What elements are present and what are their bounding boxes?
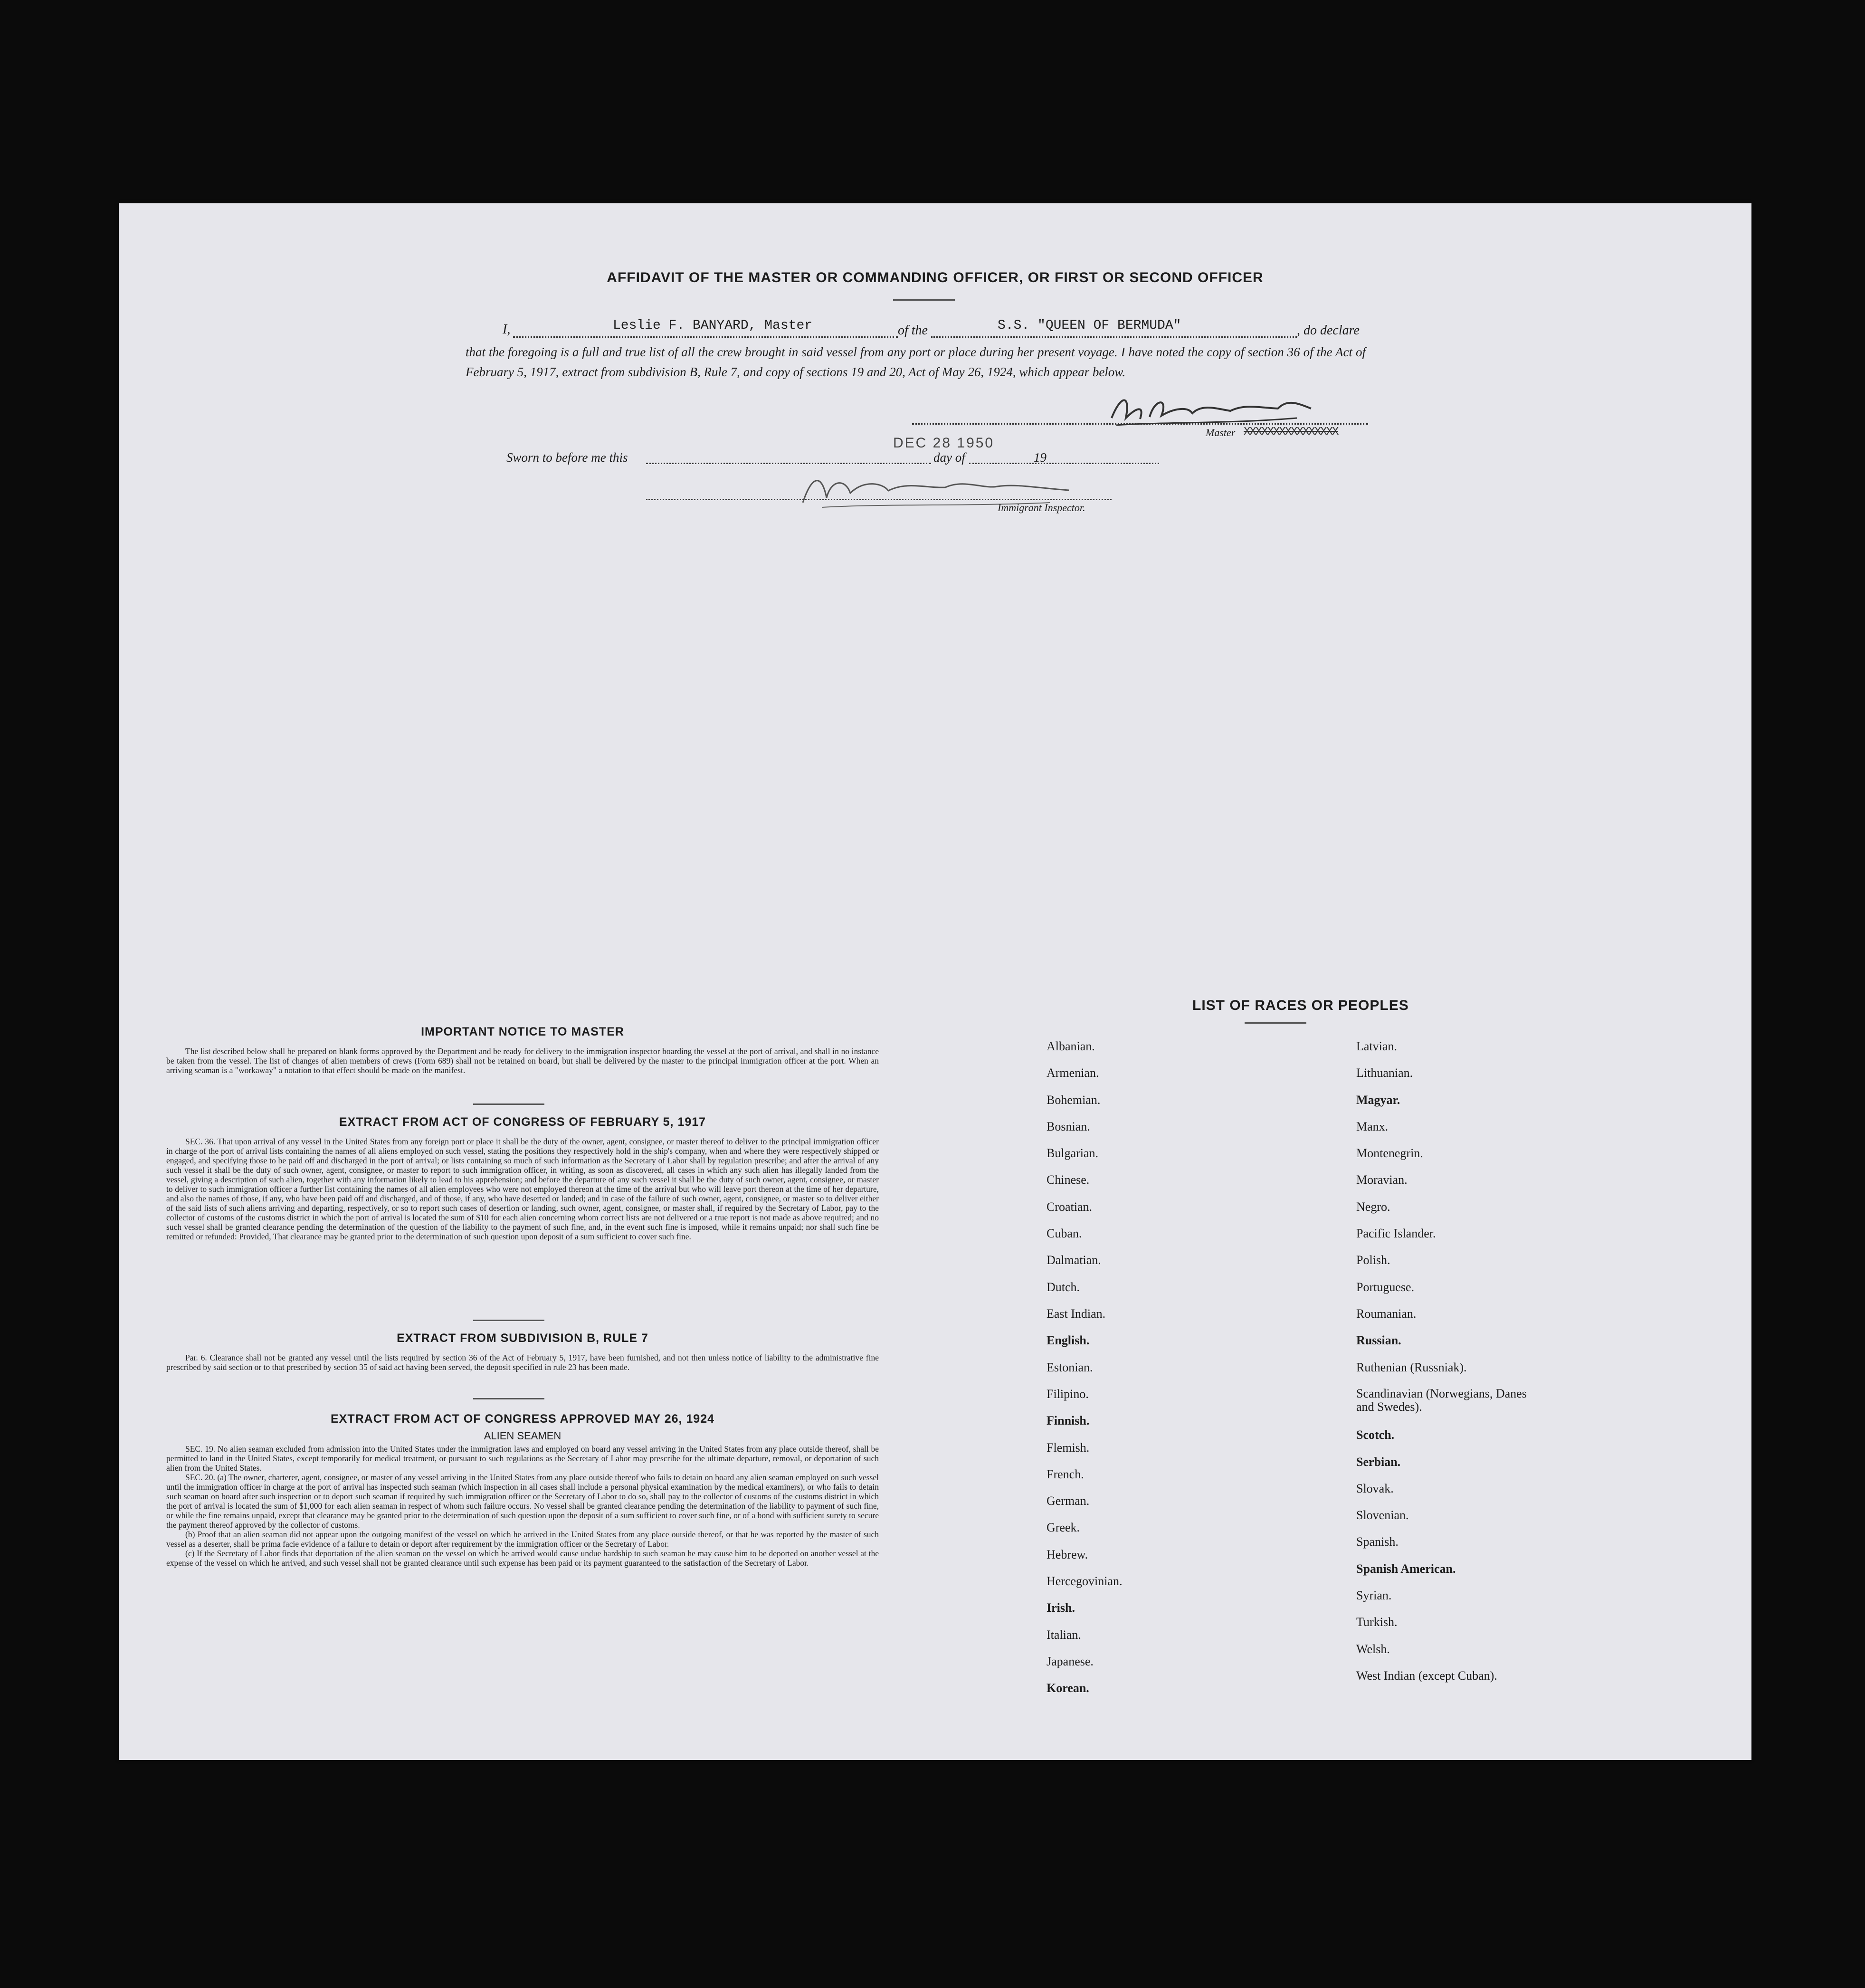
race-item: Latvian. (1356, 1039, 1397, 1053)
race-item: Bosnian. (1047, 1120, 1090, 1133)
race-item: Korean. (1047, 1681, 1089, 1695)
race-item: Turkish. (1356, 1615, 1398, 1629)
date-stamp: DEC 28 1950 (893, 435, 995, 451)
race-item: Slovenian. (1356, 1508, 1409, 1522)
race-item: Dutch. (1047, 1280, 1080, 1294)
race-item: Croatian. (1047, 1200, 1093, 1214)
race-item: Italian. (1047, 1628, 1081, 1642)
vessel-name: S.S. "QUEEN OF BERMUDA" (998, 318, 1181, 333)
race-item: Spanish. (1356, 1535, 1399, 1549)
race-item: Flemish. (1047, 1441, 1090, 1455)
name-line (513, 336, 898, 338)
race-item: Cuban. (1047, 1227, 1082, 1240)
manifest-page (119, 203, 1751, 1760)
section-20b-paragraph: (b) Proof that an alien seaman did not appear upon the outgoing manifest of the vessel on which he arrived in the United States from any place outside thereof, or that he was reported by the master of such vessel as a deserter, shall be prima facie evidence of a failure to detain or deport after requirement by the immigration officer or the Secretary of Labor. (166, 1530, 879, 1549)
extract-rule7-text (166, 1353, 879, 1372)
divider (473, 1398, 544, 1399)
divider (473, 1103, 544, 1105)
section-20a-paragraph: SEC. 20. (a) The owner, charterer, agent, consignee, or master of any vessel arriving in the United States from any place outside thereof who fails to detain on board any alien seaman employed on such vessel until the immigration officer in charge at the port of arrival has inspected such seaman (which inspection in all cases shall include a personal physical examination by the medical examiners), or who fails to detain such seaman on board after such inspection or to deport such seaman if required by such immigration officer or the Secretary of Labor to do so, shall pay to the collector of customs of the customs district in which the port of arrival is located the sum of $1,000 for each alien seaman in respect of whom such failure occurs. No vessel shall be granted clearance pending the determination of the liability to payment of such fine, or while the fine remains unpaid, except that clearance may be granted prior to the determination of such question upon the deposit of a sum sufficient to cover such fine, or of a bond with sufficient surety to secure the payment thereof approved by the collector of customs. (166, 1473, 879, 1530)
race-item: Syrian. (1356, 1588, 1392, 1602)
race-item: Chinese. (1047, 1173, 1090, 1187)
affidavit-title: AFFIDAVIT OF THE MASTER OR COMMANDING OFFICER, OR FIRST OR SECOND OFFICER (607, 270, 1264, 285)
race-item: Bulgarian. (1047, 1146, 1099, 1160)
race-item: Greek. (1047, 1521, 1080, 1534)
notice-title: IMPORTANT NOTICE TO MASTER (421, 1025, 624, 1038)
race-item: Bohemian. (1047, 1093, 1101, 1107)
race-item: Scotch. (1356, 1428, 1395, 1442)
race-item: Irish. (1047, 1601, 1075, 1615)
race-item: Pacific Islander. (1356, 1227, 1436, 1240)
race-item: Montenegrin. (1356, 1146, 1423, 1160)
race-item: German. (1047, 1494, 1090, 1508)
race-item: Russian. (1356, 1333, 1401, 1347)
sworn-label: Sworn to before me this (506, 450, 628, 465)
struck-title: XXXXXXXXXXXXXXXX (1244, 426, 1338, 438)
date-line (969, 463, 1159, 464)
section-20c-paragraph: (c) If the Secretary of Labor finds that deportation of the alien seaman on the vessel on which he arrived would cause undue hardship to such seaman he may cause him to be deported on another vessel at the expense of the vessel on which he arrived, and such vessel shall not be granted clearance until such expense has been paid or its payment guaranteed to the satisfaction of the Secretary of Labor. (166, 1549, 879, 1568)
year-prefix: 19 (1034, 450, 1047, 465)
race-item: Magyar. (1356, 1093, 1400, 1107)
race-item: Scandinavian (Norwegians, Danes and Swedes). (1356, 1387, 1527, 1414)
race-item: Japanese. (1047, 1655, 1094, 1668)
vessel-line (931, 336, 1297, 338)
race-item: Finnish. (1047, 1414, 1090, 1427)
race-item: Filipino. (1047, 1387, 1089, 1401)
day-of-label: day of (933, 450, 965, 465)
notice-text (166, 1046, 879, 1075)
race-item: Spanish American. (1356, 1562, 1456, 1576)
race-item: Hebrew. (1047, 1548, 1088, 1561)
rule7-paragraph: Par. 6. Clearance shall not be granted any vessel until the lists required by section 36 of the Act of February 5, 1917, have been furnished, and not then unless notice of liability to the administrative fine prescribed by said section or to that prescribed by section 35 of said act having been served, the deposit specified in rule 23 has been made. (166, 1353, 879, 1372)
race-item: Manx. (1356, 1120, 1389, 1133)
extract-1917-title: EXTRACT FROM ACT OF CONGRESS OF FEBRUARY 5, 1917 (339, 1115, 706, 1129)
inspector-line (646, 499, 1112, 500)
race-item: Dalmatian. (1047, 1253, 1101, 1267)
master-name: Leslie F. BANYARD, Master (613, 318, 813, 333)
notice-paragraph: The list described below shall be prepared on blank forms approved by the Department and be ready for delivery to the immigration inspector boarding the vessel at the port of arrival, and shall in no instance be taken from the vessel. The list of changes of alien members of crews (Form 689) shall not be retained on board, but shall be delivered by the master to the principal immigration officer at the port. When an arriving seaman is a "workaway" a notation to that effect should be made on the manifest. (166, 1046, 879, 1075)
of-the-label: of the (898, 323, 928, 338)
race-item: East Indian. (1047, 1307, 1106, 1321)
affidavit-prefix: I, (503, 322, 511, 337)
races-underline (1245, 1022, 1306, 1024)
extract-1924-text (166, 1444, 879, 1568)
sworn-line (646, 463, 931, 464)
race-item: Armenian. (1047, 1066, 1099, 1080)
race-item: Lithuanian. (1356, 1066, 1413, 1080)
extract-1924-subtitle: ALIEN SEAMEN (484, 1430, 561, 1442)
extract-rule7-title: EXTRACT FROM SUBDIVISION B, RULE 7 (397, 1332, 648, 1345)
races-title: LIST OF RACES OR PEOPLES (1192, 998, 1409, 1013)
extract-1917-text (166, 1137, 879, 1241)
race-item: English. (1047, 1333, 1090, 1347)
race-item: French. (1047, 1467, 1084, 1481)
race-item: Roumanian. (1356, 1307, 1417, 1321)
do-declare-label: , do declare (1297, 323, 1360, 338)
race-item: Welsh. (1356, 1642, 1390, 1656)
title-underline (893, 299, 955, 301)
inspector-label: Immigrant Inspector. (998, 502, 1085, 514)
race-item: Slovak. (1356, 1482, 1394, 1495)
race-item: Negro. (1356, 1200, 1390, 1214)
race-item: Polish. (1356, 1253, 1390, 1267)
race-item: Albanian. (1047, 1039, 1095, 1053)
race-item: West Indian (except Cuban). (1356, 1669, 1497, 1683)
race-item: Estonian. (1047, 1360, 1093, 1374)
divider (473, 1320, 544, 1321)
master-label: Master (1206, 427, 1236, 438)
race-item: Ruthenian (Russniak). (1356, 1360, 1467, 1374)
section-19-paragraph: SEC. 19. No alien seaman excluded from admission into the United States under the immigration laws and employed on board any vessel arriving in the United States from any place outside thereof, shall be permitted to land in the United States, except temporarily for medical treatment, or pursuant to such regulations as the Secretary of Labor may prescribe for the ultimate departure, removal, or deportation of such alien from the United States. (166, 1444, 879, 1473)
race-item: Hercegovinian. (1047, 1574, 1123, 1588)
extract-1924-title: EXTRACT FROM ACT OF CONGRESS APPROVED MAY 26, 1924 (330, 1412, 715, 1426)
race-item: Moravian. (1356, 1173, 1408, 1187)
race-item: Portuguese. (1356, 1280, 1415, 1294)
section-36-paragraph: SEC. 36. That upon arrival of any vessel in the United States from any foreign port or place it shall be the duty of the owner, agent, consignee, or master thereof to deliver to the principal immigration officer in charge of the port of arrival lists containing the names of all aliens employed on such vessel, stating the positions they respectively hold in the ship's company, when and where they were respectively shipped or engaged, and specifying those to be paid off and discharged in the port of arrival; or lists containing so much of such information as the Secretary of Labor shall by regulation prescribe; and after the arrival of any such vessel it shall be the duty of such owner, agent, consignee, or master to report to such immigration officer, in writing, as soon as discovered, all cases in which any such alien has illegally landed from the vessel, giving a description of such alien, together with any information likely to lead to his apprehension; and before the departure of any such vessel it shall be the duty of such owner, agent, consignee, or master to deliver to such immigration officer a further list containing the names of all alien employees who were not employed thereon at the time of the arrival but who will leave port thereon at the time of her departure, and also the names of those, if any, who have been paid off and discharged, and of those, if any, who have deserted or landed; and in case of the failure of such owner, agent, consignee, or master so to deliver either of the said lists of such aliens arriving and departing, respectively, or so to report such cases of desertion or landing, such owner, agent, consignee, or master shall, if required by the Secretary of Labor, pay to the collector of customs of the customs district in which the port of arrival is located the sum of $10 for each alien concerning whom correct lists are not delivered or a true report is not made as above required; and no such vessel shall be granted clearance pending the determination of the question of the liability to the payment of such fine, and, in the event such fine is imposed, while it remains unpaid; nor shall such fine be remitted or refunded: Provided, That clearance may be granted prior to the determination of such question upon deposit of a sum sufficient to cover such fine. (166, 1137, 879, 1241)
race-item: Serbian. (1356, 1455, 1401, 1469)
affidavit-body: that the foregoing is a full and true list of all the crew brought in said vessel from any port or place during her present voyage. I have noted the copy of section 36 of the Act of February 5, 1917, extract from subdivision B, Rule 7, and copy of sections 19 and 20, Act of May 26, 1924, which appear below. (466, 345, 1366, 379)
